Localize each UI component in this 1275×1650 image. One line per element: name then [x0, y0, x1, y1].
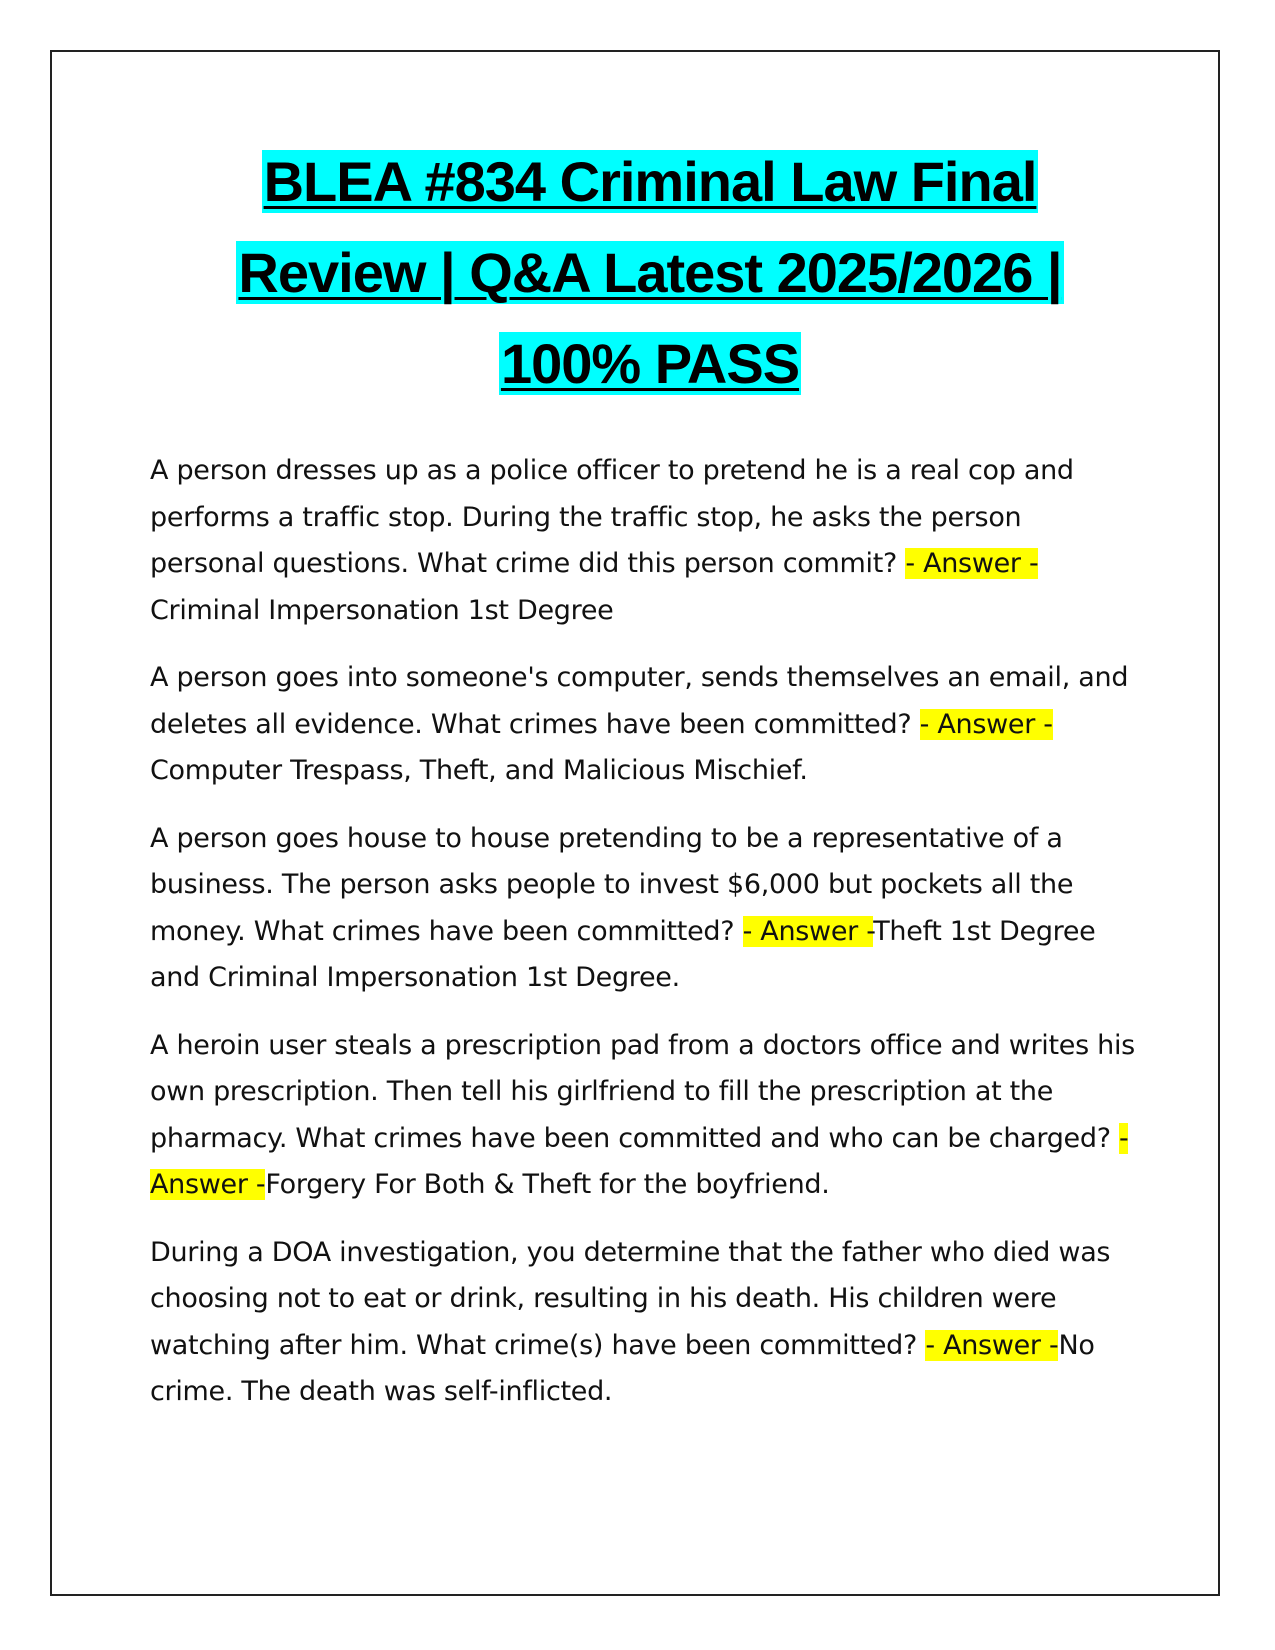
document-title [150, 145, 1150, 418]
answer-3: Theft 1st Degree and Criminal Impersonation 1st Degree. [150, 915, 1096, 993]
answer-marker-5: - Answer - [925, 1329, 1059, 1361]
answer-5: No crime. The death was self-inflicted. [150, 1329, 1095, 1407]
answer-marker-4: - Answer - [150, 1122, 1129, 1200]
title-line-3: 100% PASS [500, 332, 800, 395]
qa-item-4 [150, 1023, 1140, 1209]
answer-marker-3: - Answer - [742, 915, 874, 947]
question-4: A heroin user steals a prescription pad from a doctors office and writes his own prescription. Then tell his girlfriend to fill the prescription at the pharmacy. What crimes have been committed and who can be charged? [150, 1029, 1135, 1154]
question-3: A person goes house to house pretending to be a representative of a business. The person asks people to invest $6,000 but pockets all the money. What crimes have been committed? [150, 822, 1074, 947]
answer-4: Forgery For Both & Theft for the boyfriend. [265, 1169, 830, 1200]
qa-item-1 [150, 448, 1140, 634]
question-1: A person dresses up as a police officer to pretend he is a real cop and performs a traffic stop. During the traffic stop, he asks the person personal questions. What crime did this person commit? [150, 455, 1074, 579]
qa-item-3 [150, 816, 1140, 1002]
answer-marker-2: - Answer - [919, 708, 1053, 740]
question-5: During a DOA investigation, you determine that the father who died was choosing not to eat or drink, resulting in his death. His children were watching after him. What crime(s) have been committed? [150, 1236, 1111, 1361]
qa-list [150, 448, 1140, 1437]
answer-2: Computer Trespass, Theft, and Malicious Mischief. [150, 755, 808, 786]
qa-item-2 [150, 655, 1140, 795]
question-2: A person goes into someone's computer, sends themselves an email, and deletes all evidence. What crimes have been committed? [150, 662, 1129, 740]
answer-1: Criminal Impersonation 1st Degree [150, 594, 614, 626]
title-line-1: BLEA #834 Criminal Law Final [263, 150, 1037, 213]
qa-item-5 [150, 1230, 1140, 1416]
answer-marker-1: - Answer - [905, 548, 1039, 579]
title-line-2: Review | Q&A Latest 2025/2026 | [238, 241, 1062, 304]
